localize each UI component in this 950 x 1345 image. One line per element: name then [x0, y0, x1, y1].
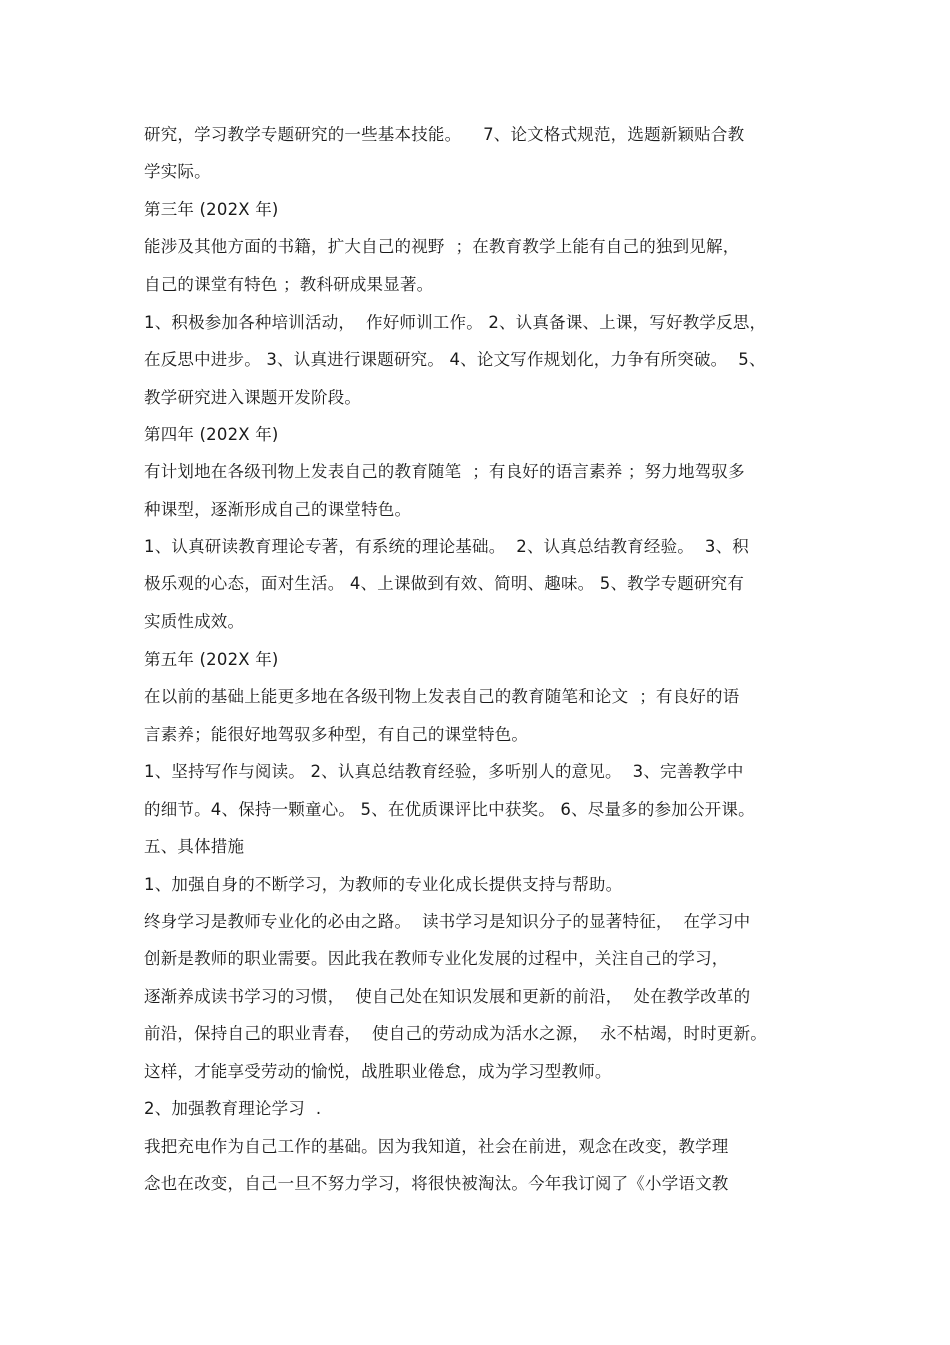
text-line: 1、坚持写作与阅读。 2、认真总结教育经验，多听别人的意见。 3、完善教学中 — [144, 762, 744, 781]
text-line: 在以前的基础上能更多地在各级刊物上发表自己的教育随笔和论文 ；有良好的语 — [144, 687, 740, 706]
text-line: 在反思中进步。 3、认真进行课题研究。 4、论文写作规划化，力争有所突破。 5、 — [144, 350, 766, 369]
text-line: 的细节。4、保持一颗童心。 5、在优质课评比中获奖。 6、尽量多的参加公开课。 — [144, 800, 755, 819]
text-line: 2、加强教育理论学习 . — [144, 1099, 322, 1118]
text-line: 我把充电作为自己工作的基础。因为我知道，社会在前进，观念在改变，教学理 — [144, 1137, 729, 1156]
text-line: 研究，学习教学专题研究的一些基本技能。 7、论文格式规范，选题新颖贴合教 — [144, 125, 745, 144]
text-line: 言素养；能很好地驾驭多种型，有自己的课堂特色。 — [144, 725, 529, 744]
text-line: 极乐观的心态，面对生活。 4、上课做到有效、简明、趣味。 5、教学专题研究有 — [144, 574, 745, 593]
text-line: 这样，才能享受劳动的愉悦，战胜职业倦怠，成为学习型教师。 — [144, 1062, 612, 1081]
text-line: 逐渐养成读书学习的习惯， 使自己处在知识发展和更新的前沿， 处在教学改革的 — [144, 987, 751, 1006]
text-line: 前沿，保持自己的职业青春， 使自己的劳动成为活水之源， 永不枯竭，时时更新。 — [144, 1024, 767, 1043]
text-line: 1、加强自身的不断学习，为教师的专业化成长提供支持与帮助。 — [144, 875, 623, 894]
text-line: 1、认真研读教育理论专著，有系统的理论基础。 2、认真总结教育经验。 3、积 — [144, 537, 749, 556]
text-line: 种课型，逐渐形成自己的课堂特色。 — [144, 500, 412, 519]
text-line: 自己的课堂有特色 ；教科研成果显著。 — [144, 275, 434, 294]
text-line: 1、积极参加各种培训活动， 作好师训工作。 2、认真备课、上课，写好教学反思， — [144, 313, 767, 332]
section-heading-year-5: 第五年 (202X 年) — [144, 650, 279, 669]
text-line: 学实际。 — [144, 162, 211, 181]
section-heading-year-3: 第三年 (202X 年) — [144, 200, 279, 219]
text-line: 实质性成效。 — [144, 612, 245, 631]
text-line: 念也在改变，自己一旦不努力学习，将很快被淘汰。今年我订阅了《小学语文教 — [144, 1174, 729, 1193]
text-line: 教学研究进入课题开发阶段。 — [144, 388, 362, 407]
text-line: 有计划地在各级刊物上发表自己的教育随笔 ；有良好的语言素养 ；努力地驾驭多 — [144, 462, 745, 481]
text-line: 终身学习是教师专业化的必由之路。 读书学习是知识分子的显著特征， 在学习中 — [144, 912, 751, 931]
text-line: 能涉及其他方面的书籍，扩大自己的视野 ；在教育教学上能有自己的独到见解， — [144, 237, 740, 256]
text-line: 创新是教师的职业需要。因此我在教师专业化发展的过程中，关注自己的学习， — [144, 949, 729, 968]
section-heading-year-4: 第四年 (202X 年) — [144, 425, 279, 444]
section-heading-measures: 五、具体措施 — [144, 837, 245, 856]
